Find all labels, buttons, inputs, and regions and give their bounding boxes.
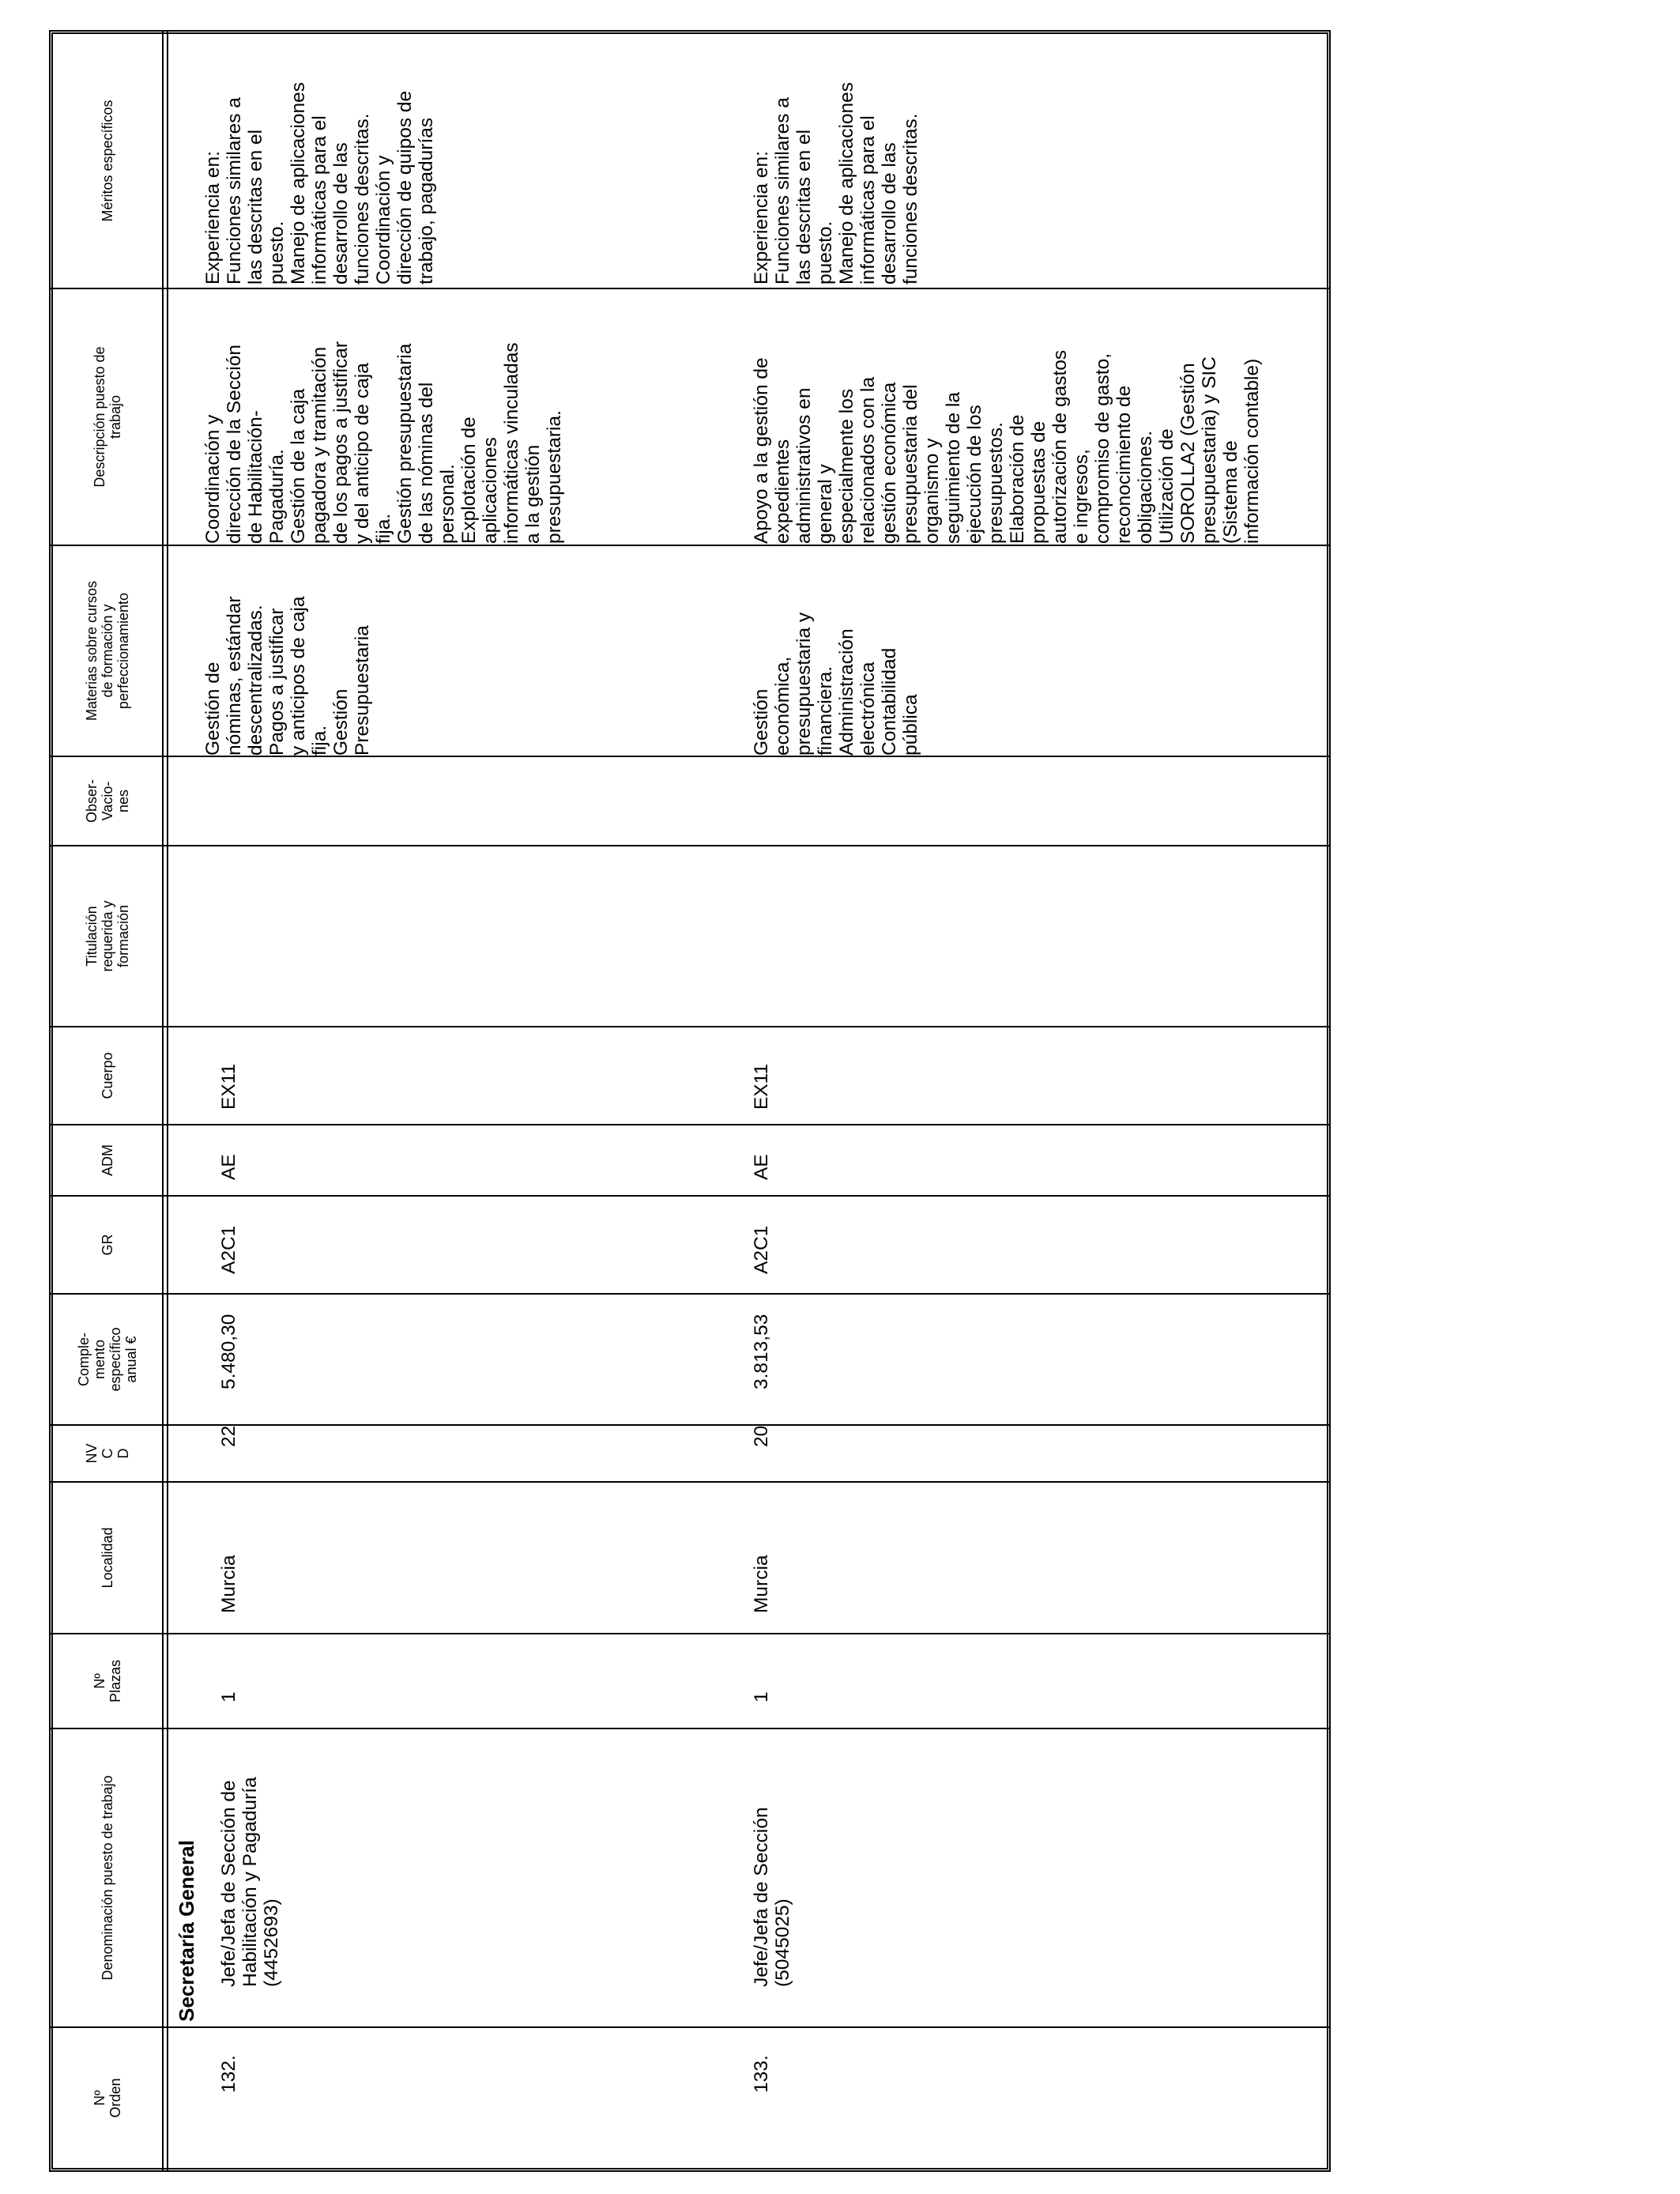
column-separator <box>49 545 1331 546</box>
row-133-cuerpo: EX11 <box>751 1063 772 1110</box>
row-133-nivel: 20 <box>751 1425 772 1447</box>
row-133-complemento: 3.813,53 <box>751 1314 772 1389</box>
row-132-descripcion: Coordinación y dirección de la Sección de Habilitación- Pagaduría. Gestión de la caja pagadora y tramitación de los pagos a justificar y del anticipo de caja fija. Gestión presupuestaria de las nóminas del personal. Explotación de aplicaciones informáticas vinculadas a la gestión presupuestaria. <box>202 341 565 544</box>
row-133-descripcion: Apoyo a la gestión de expedientes administrativos en general y especialmente los relacionados con la gestión económica presupuestaria del organismo y seguimiento de la ejecución de los presupuestos. Elaboración de propuestas de autorización de gastos e ingresos, compromiso de gasto, reconocimiento de obligaciones. Utilización de SOROLLA2 (Gestión presupuestaria) y SIC (Sistema de información contable) <box>751 349 1263 544</box>
column-separator <box>49 845 1331 846</box>
row-132-localidad: Murcia <box>218 1555 239 1613</box>
header-descripcion: Descripción puesto de trabajo <box>92 346 123 488</box>
row-132-complemento: 5.480,30 <box>218 1314 239 1389</box>
header-denominacion: Denominación puesto de trabajo <box>100 1775 115 1981</box>
header-localidad: Localidad <box>100 1527 115 1589</box>
header-adm: ADM <box>100 1144 115 1176</box>
row-133-denominacion: Jefe/Jefa de Sección (5045025) <box>751 1807 793 1987</box>
header-meritos: Méritos específicos <box>100 100 115 222</box>
header-grupo: GR <box>100 1234 115 1256</box>
row-132-orden: 132. <box>218 2055 239 2093</box>
column-separator <box>49 1124 1331 1125</box>
header-cuerpo: Cuerpo <box>100 1052 115 1099</box>
section-title: Secretaría General <box>175 1840 198 2022</box>
header-plazas: Nº Plazas <box>92 1659 123 1703</box>
column-separator <box>49 756 1331 757</box>
row-133-meritos: Experiencia en: Funciones similares a las descritas en el puesto. Manejo de aplicaciones informáticas para el desarrollo de las funciones descritas. <box>751 81 921 285</box>
row-133-grupo: A2C1 <box>751 1225 772 1274</box>
row-132-nivel: 22 <box>218 1425 239 1447</box>
row-133-localidad: Murcia <box>751 1555 772 1613</box>
column-separator <box>49 2026 1331 2028</box>
row-133-orden: 133. <box>751 2055 772 2093</box>
row-132-grupo: A2C1 <box>218 1225 239 1274</box>
column-separator <box>49 1026 1331 1027</box>
row-133-plazas: 1 <box>751 1691 772 1702</box>
header-complemento: Comple- mento específico anual € <box>76 1327 139 1392</box>
row-132-adm: AE <box>218 1154 239 1180</box>
row-132-materias: Gestión de nóminas, estándar descentralizadas. Pagos a justificar y anticipos de caja fija. Gestión Presupuestaria <box>202 596 373 756</box>
header-nivel: NV C D <box>84 1443 131 1464</box>
row-133-materias: Gestión económica, presupuestaria y financiera. Administración electrónica Contabilidad pública <box>751 612 921 756</box>
column-separator <box>49 1424 1331 1426</box>
row-132-plazas: 1 <box>218 1691 239 1702</box>
column-separator <box>49 1633 1331 1634</box>
column-separator <box>49 288 1331 289</box>
column-separator <box>49 1728 1331 1729</box>
row-132-meritos: Experiencia en: Funciones similares a las descritas en el puesto. Manejo de aplicaciones informáticas para el desarrollo de las funciones descritas. Coordinación y dirección de quipos de trabajo, pagadurías <box>202 81 437 285</box>
header-titulacion: Titulación requerida y formación <box>84 900 131 972</box>
column-separator <box>49 1293 1331 1295</box>
header-rule <box>162 30 164 2172</box>
header-observaciones: Obser- Vacio- nes <box>84 779 131 824</box>
row-132-denominacion: Jefe/Jefa de Sección de Habilitación y Pagaduría (4452693) <box>218 1777 282 1987</box>
header-rule <box>167 30 168 2172</box>
header-orden: Nº Orden <box>92 2078 123 2118</box>
row-132-cuerpo: EX11 <box>218 1063 239 1110</box>
column-separator <box>49 1195 1331 1197</box>
header-materias: Materias sobre cursos de formación y perfeccionamiento <box>84 580 131 722</box>
column-separator <box>49 1481 1331 1483</box>
row-133-adm: AE <box>751 1154 772 1180</box>
